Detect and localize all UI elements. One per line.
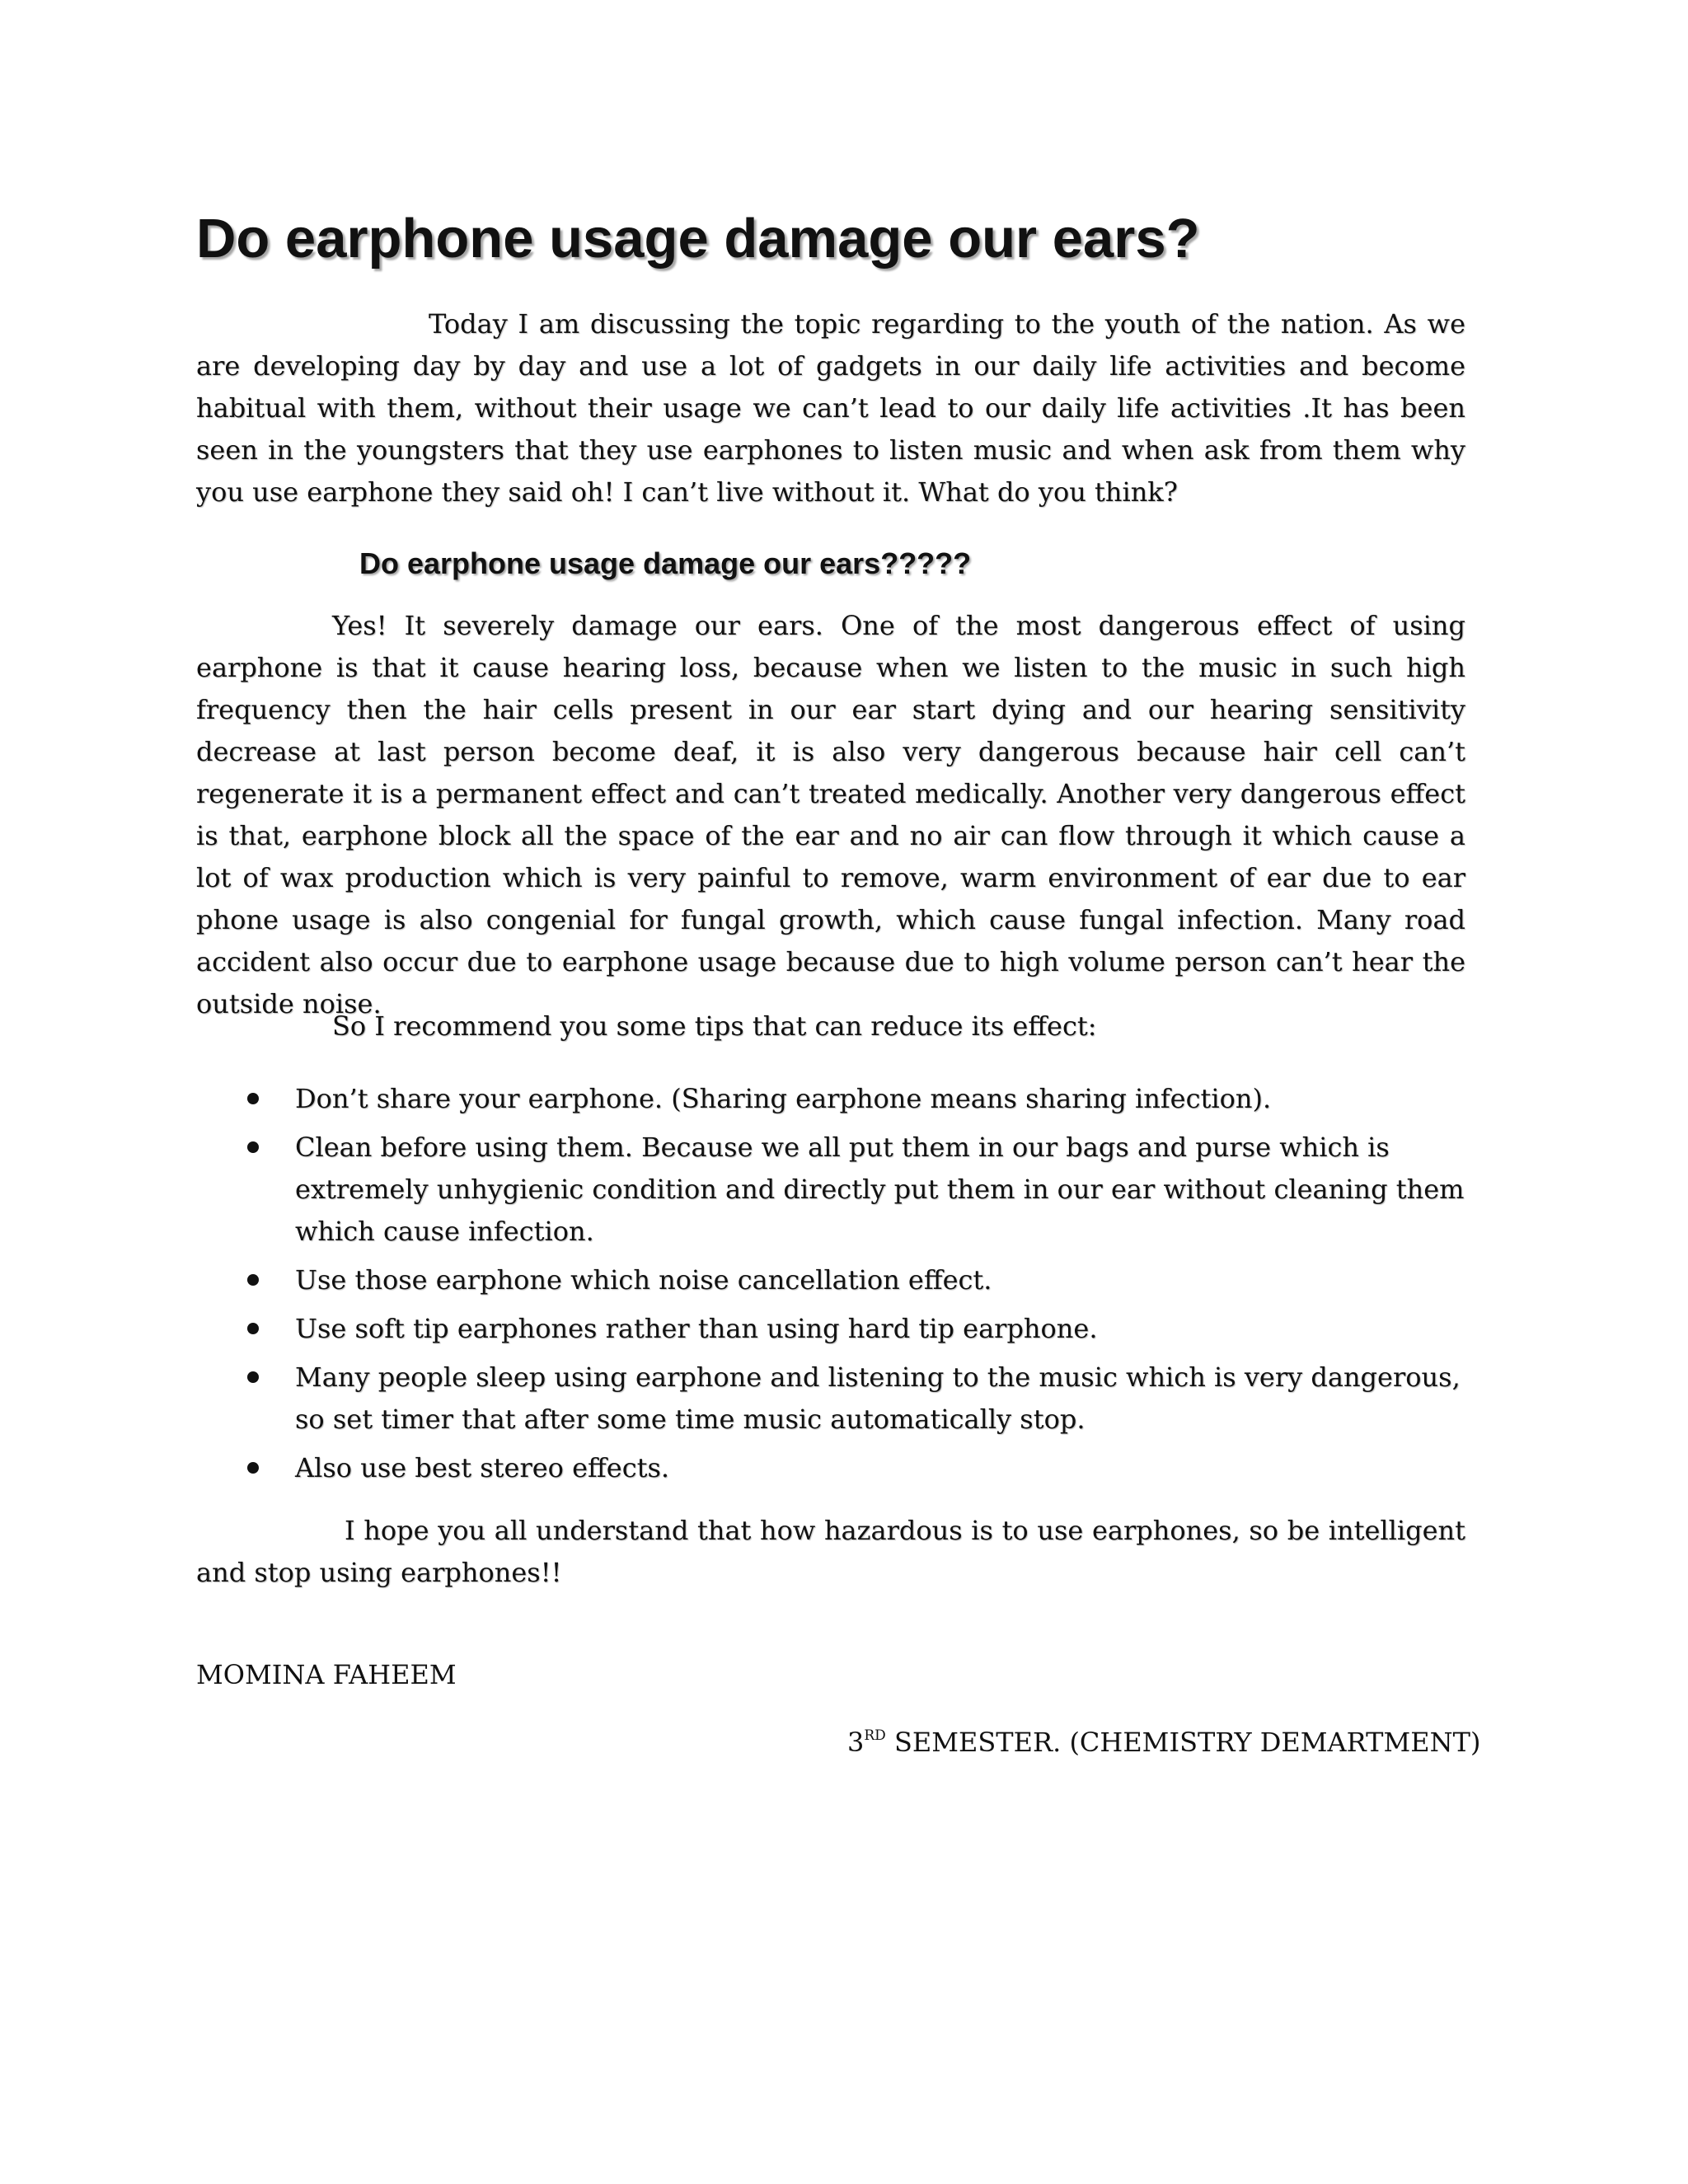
tip-text: Many people sleep using earphone and listening to the music which is very dangerous, so set timer that after some time music automatically stop. (295, 1361, 1461, 1435)
bullet-icon (247, 1093, 259, 1104)
page-title: Do earphone usage damage our ears? (196, 208, 1200, 269)
bullet-icon (247, 1462, 259, 1474)
list-item (196, 1078, 1465, 1120)
tip-text: Use soft tip earphones rather than using hard tip earphone. (295, 1313, 1098, 1344)
author-name: MOMINA FAHEEM (196, 1659, 457, 1690)
tip-text: Don’t share your earphone. (Sharing earphone means sharing infection). (295, 1083, 1272, 1114)
list-item (196, 1308, 1465, 1350)
body-paragraph (196, 605, 1465, 1025)
bullet-icon (247, 1371, 259, 1383)
intro-paragraph (196, 303, 1465, 513)
list-item (196, 1357, 1465, 1441)
tip-text: Use those earphone which noise cancellation effect. (295, 1264, 992, 1296)
tips-intro-text: So I recommend you some tips that can reduce its effect: (332, 1010, 1097, 1042)
bullet-icon (247, 1323, 259, 1334)
semester-line (847, 1718, 1480, 1760)
semester-number: 3 (847, 1727, 865, 1758)
list-item (196, 1259, 1465, 1301)
list-item (196, 1447, 1465, 1489)
bullet-icon (247, 1274, 259, 1286)
bullet-icon (247, 1141, 259, 1153)
conclusion-text: I hope you all understand that how hazardous is to use earphones, so be intelligent and stop using earphones!! (196, 1515, 1465, 1588)
section-heading: Do earphone usage damage our ears????? (359, 546, 972, 580)
tip-text: Clean before using them. Because we all put them in our bags and purse which is extremely unhygienic condition and directly put them in our ear without cleaning them which cause infection. (295, 1132, 1465, 1247)
semester-ordinal: RD (864, 1727, 886, 1744)
body-text: Yes! It severely damage our ears. One of the most dangerous effect of using earphone is that it cause hearing loss, because when we listen to the music in such high frequency then the hair cells present in our ear start dying and our hearing sensitivity decrease at last person become deaf, it is also very dangerous because hair cell can’t regenerate it is a permanent effect and can’t treated medically. Another very dangerous effect is that, earphone block all the space of the ear and no air can flow through it which cause a lot of wax production which is very painful to remove, warm environment of ear due to ear phone usage is also congenial for fungal growth, which cause fungal infection. Many road accident also occur due to earphone usage because due to high volume person can’t hear the outside noise. (196, 610, 1465, 1019)
list-item (196, 1127, 1465, 1253)
tips-list (196, 1078, 1465, 1496)
tips-intro-paragraph (196, 1005, 1465, 1047)
intro-text: Today I am discussing the topic regarding to the youth of the nation. As we are developing day by day and use a lot of gadgets in our daily life activities and become habitual with them, without their usage we can’t lead to our daily life activities .It has been seen in the youngsters that they use earphones to listen music and when ask from them why you use earphone they said oh! I can’t live without it. What do you think? (196, 308, 1465, 508)
semester-text: SEMESTER. (CHEMISTRY DEMARTMENT) (885, 1727, 1481, 1758)
tip-text: Also use best stereo effects. (295, 1452, 670, 1483)
conclusion-paragraph (196, 1510, 1465, 1594)
